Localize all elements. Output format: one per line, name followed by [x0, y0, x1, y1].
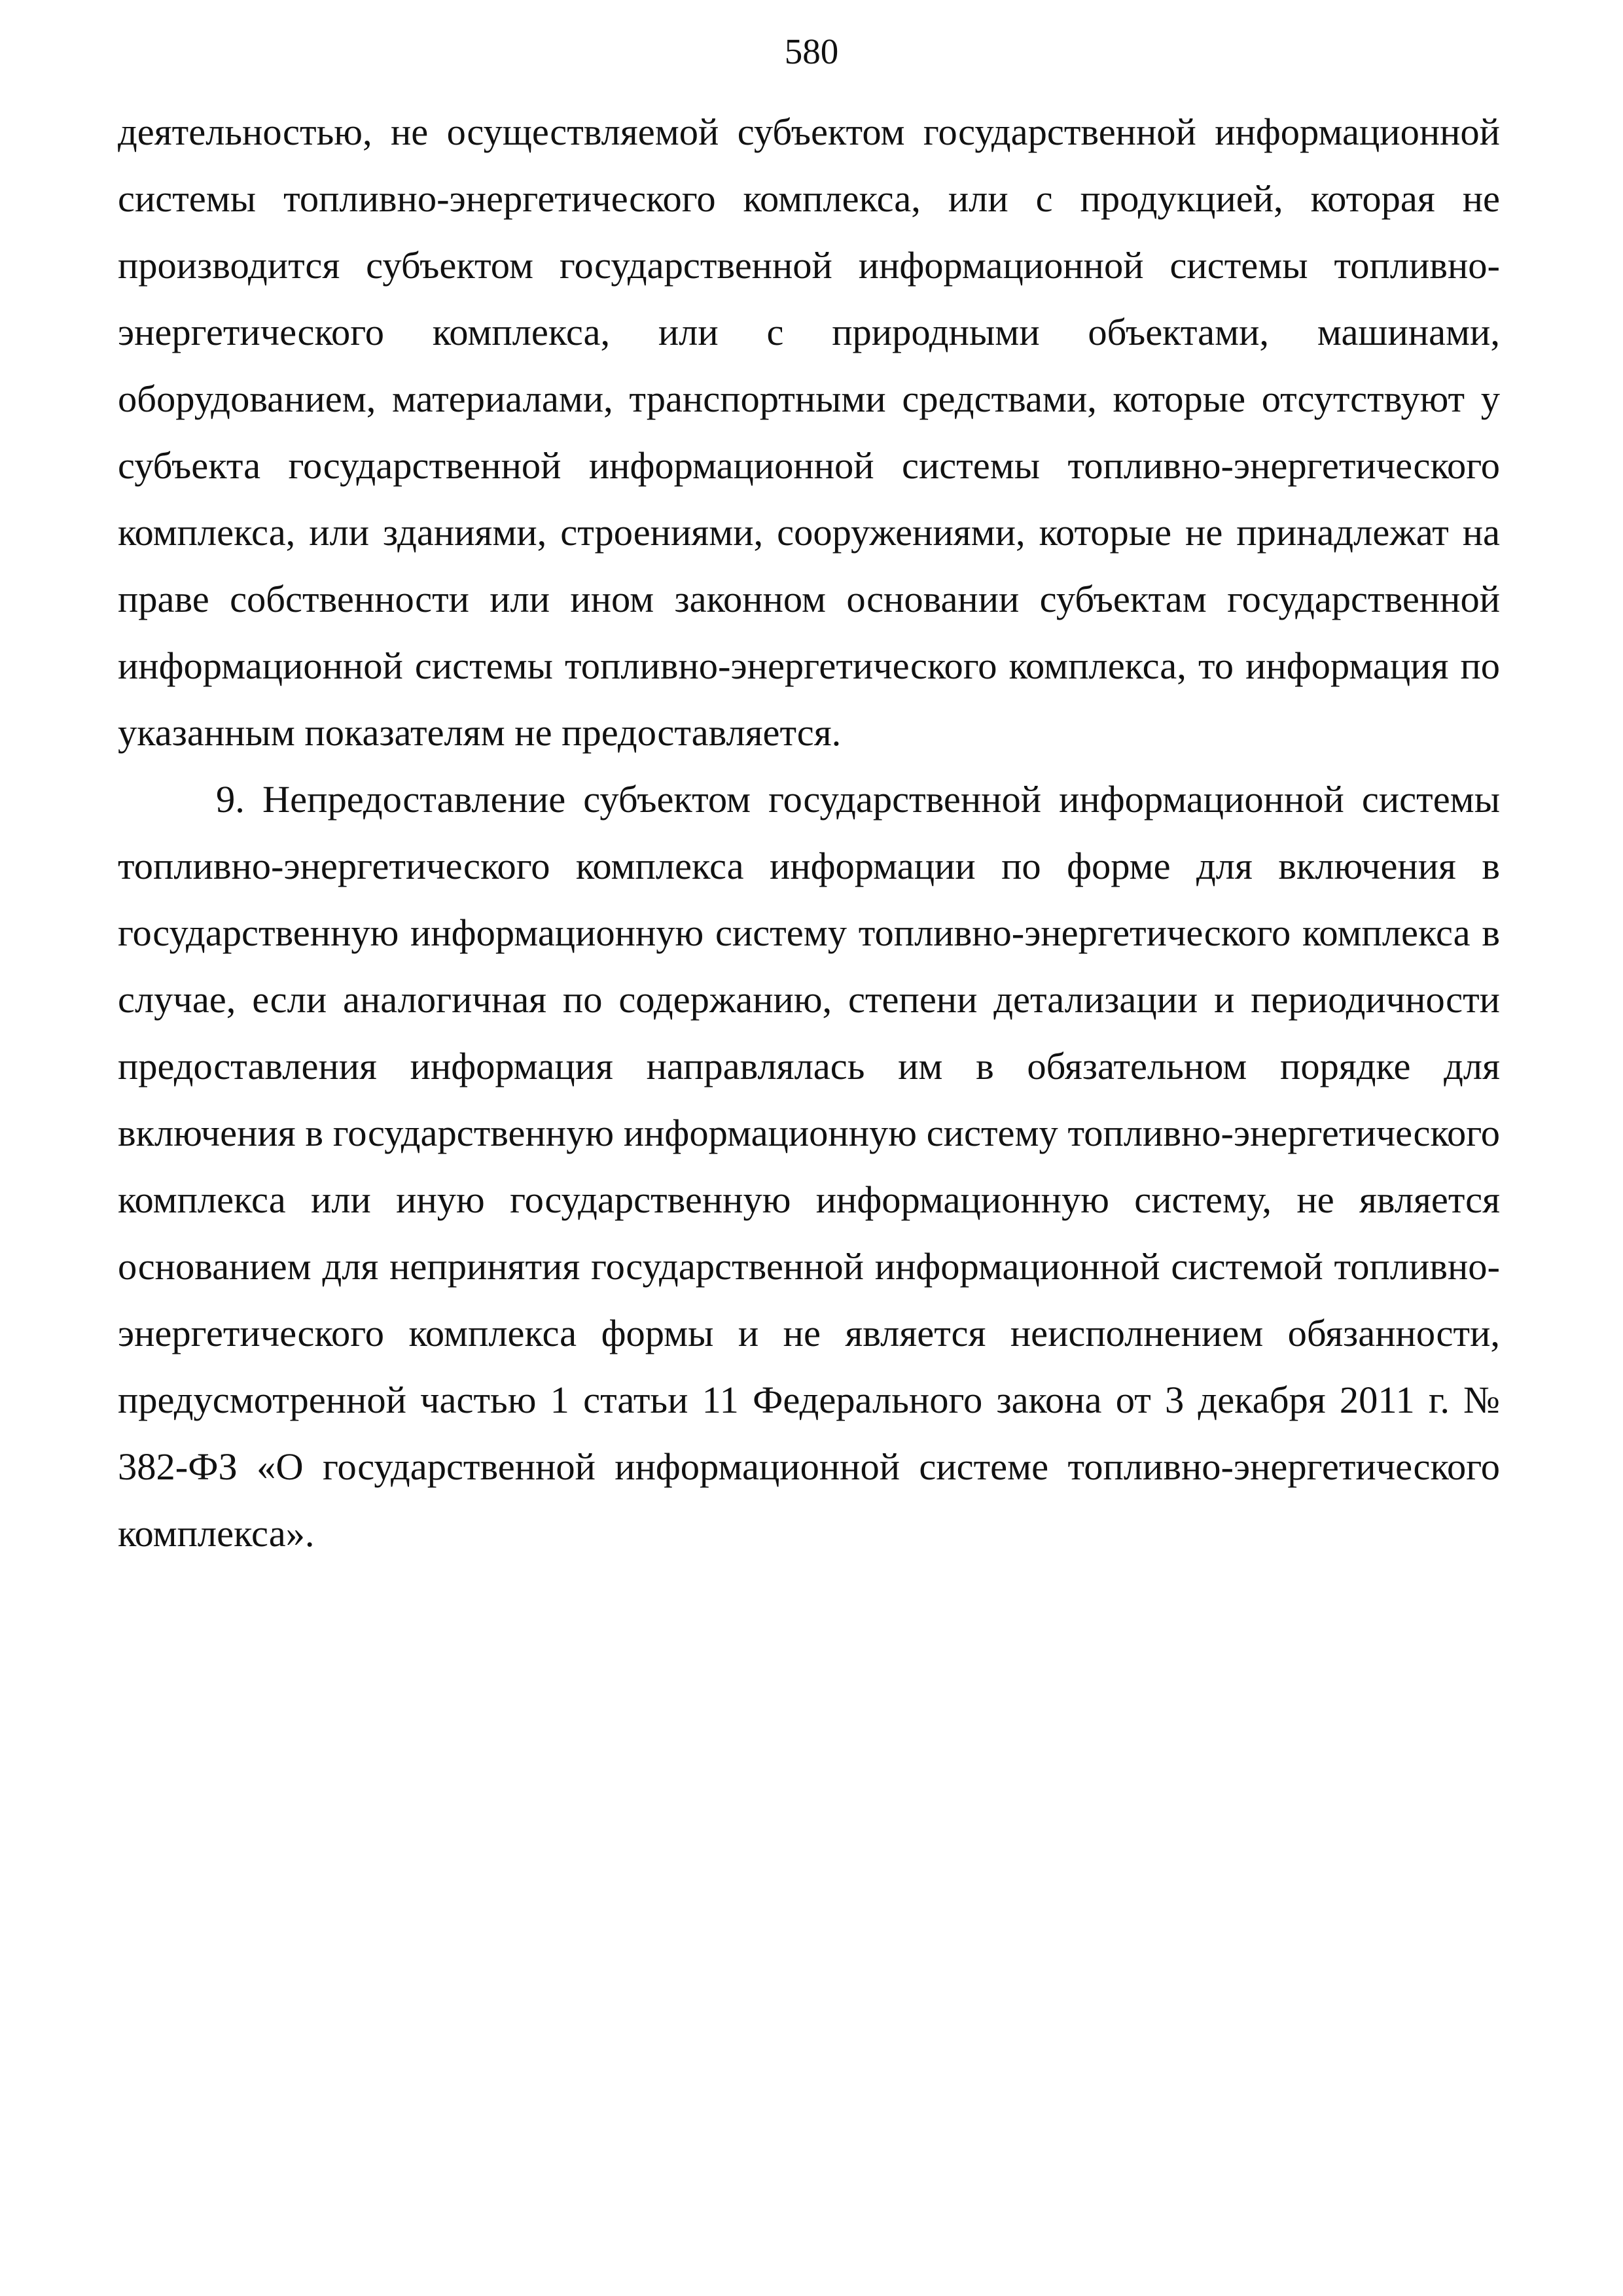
paragraph-continuation: деятельностью, не осуществляемой субъектом государственной информационной системы топливно-энергетического комплекса, или с продукцией, которая не производится субъектом государственной информационной системы топливно-энергетического комплекса, или с природными объектами, машинами, оборудованием, материалами, транспортными средствами, которые отсутствуют у субъекта государственной информационной системы топливно-энергетического комплекса, или зданиями, строениями, сооружениями, которые не принадлежат на праве собственности или ином законном основании субъектам государственной информационной системы топливно-энергетического комплекса, то информация по указанным показателям не предоставляется. — [118, 111, 1500, 754]
paragraph-item-9: 9. Непредоставление субъектом государственной информационной системы топливно-энергетического комплекса информации по форме для включения в государственную информационную систему топливно-энергетического комплекса в случае, если аналогичная по содержанию, степени детализации и периодичности предоставления информация направлялась им в обязательном порядке для включения в государственную информационную систему топливно-энергетического комплекса или иную государственную информационную систему, не является основанием для непринятия государственной информационной системой топливно-энергетического комплекса формы и не является неисполнением обязанности, предусмотренной частью 1 статьи 11 Федерального закона от 3 декабря 2011 г. № 382-ФЗ «О государственной информационной системе топливно-энергетического комплекса». — [118, 778, 1500, 1555]
document-body — [118, 99, 1500, 1567]
page-number: 580 — [784, 31, 839, 71]
